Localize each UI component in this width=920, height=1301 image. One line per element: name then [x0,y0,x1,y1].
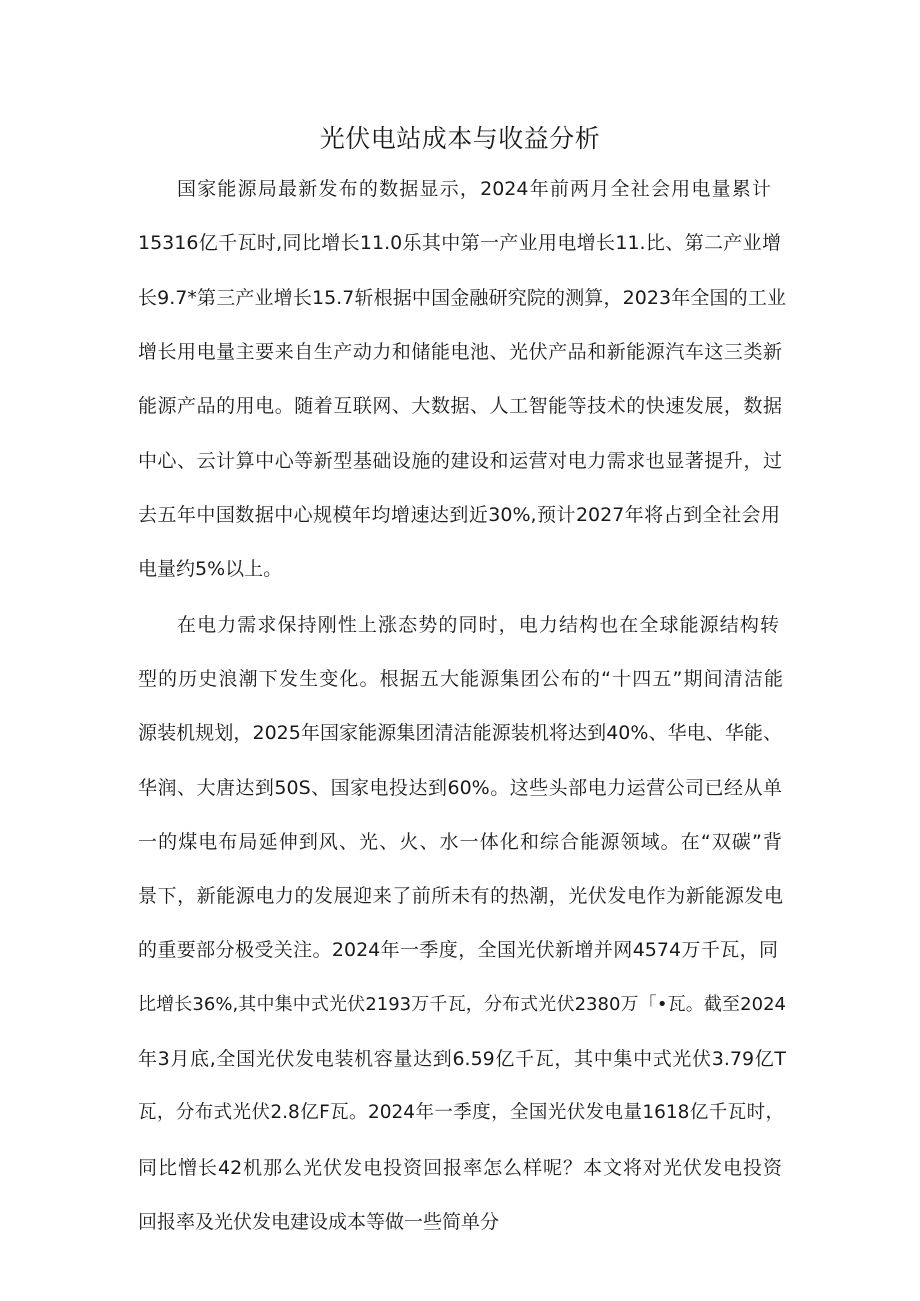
text-line: 电量约5%以上。 [138,558,283,580]
text-line: 景下，新能源电力的发展迎来了前所未有的热潮，光伏发电作为新能源发电 [138,885,783,907]
text-line: 国家能源局最新发布的数据显示，2024年前两月全社会用电量累计 [177,178,771,200]
text-line: 瓦，分布式光伏2.8亿F瓦。2024年一季度，全国光伏发电量1618亿千瓦时， [138,1102,784,1123]
text-line: 源装机规划，2025年国家能源集团清洁能源装机将达到40%、华电、华能、 [138,722,782,744]
text-line: 15316亿千瓦时,同比增长11.0乐其中第一产业用电增长11.比、第二产业增 [138,232,781,254]
text-line: 型的历史浪潮下发生变化。根据五大能源集团公布的“十四五”期间清洁能 [138,668,783,690]
text-line: 年3月底,全国光伏发电装机容量达到6.59亿千瓦，其中集中式光伏3.79亿T [138,1048,786,1070]
document-title: 光伏电站成本与收益分析 [319,124,601,153]
text-line: 去五年中国数据中心规模年均增速达到近30%,预计2027年将占到全社会用 [138,504,780,526]
text-line: 一的煤电布局延伸到风、光、火、水一体化和综合能源领域。在“双碳”背 [138,831,782,853]
text-line: 中心、云计算中心等新型基础设施的建设和运营对电力需求也显著提升，过 [138,450,782,472]
text-line: 增长用电量主要来自生产动力和储能电池、光伏产品和新能源汽车这三类新 [138,341,782,363]
text-line: 长9.7*第三产业增长15.7斩根据中国金融研究院的测算，2023年全国的工业 [138,287,786,309]
text-line: 比增长36%,其中集中式光伏2193万千瓦，分布式光伏2380万「•瓦。截至2024 [138,994,786,1015]
text-line: 的重要部分极受关注。2024年一季度，全国光伏新增并网4574万千瓦，同 [138,939,778,961]
text-line: 在电力需求保持刚性上涨态势的同时，电力结构也在全球能源结构转 [177,614,779,636]
text-line: 回报率及光伏发电建设成本等做一些简单分 [138,1211,500,1233]
text-line: 同比憎长42机那么光伏发电投资回报率怎么样呢？本文将对光伏发电投资 [138,1157,782,1179]
text-line: 华润、大唐达到50S、国家电投达到60%。这些头部电力运营公司已经从单 [138,777,782,799]
text-line: 能源产品的用电。随着互联网、大数据、人工智能等技术的快速发展，数据 [138,395,782,417]
